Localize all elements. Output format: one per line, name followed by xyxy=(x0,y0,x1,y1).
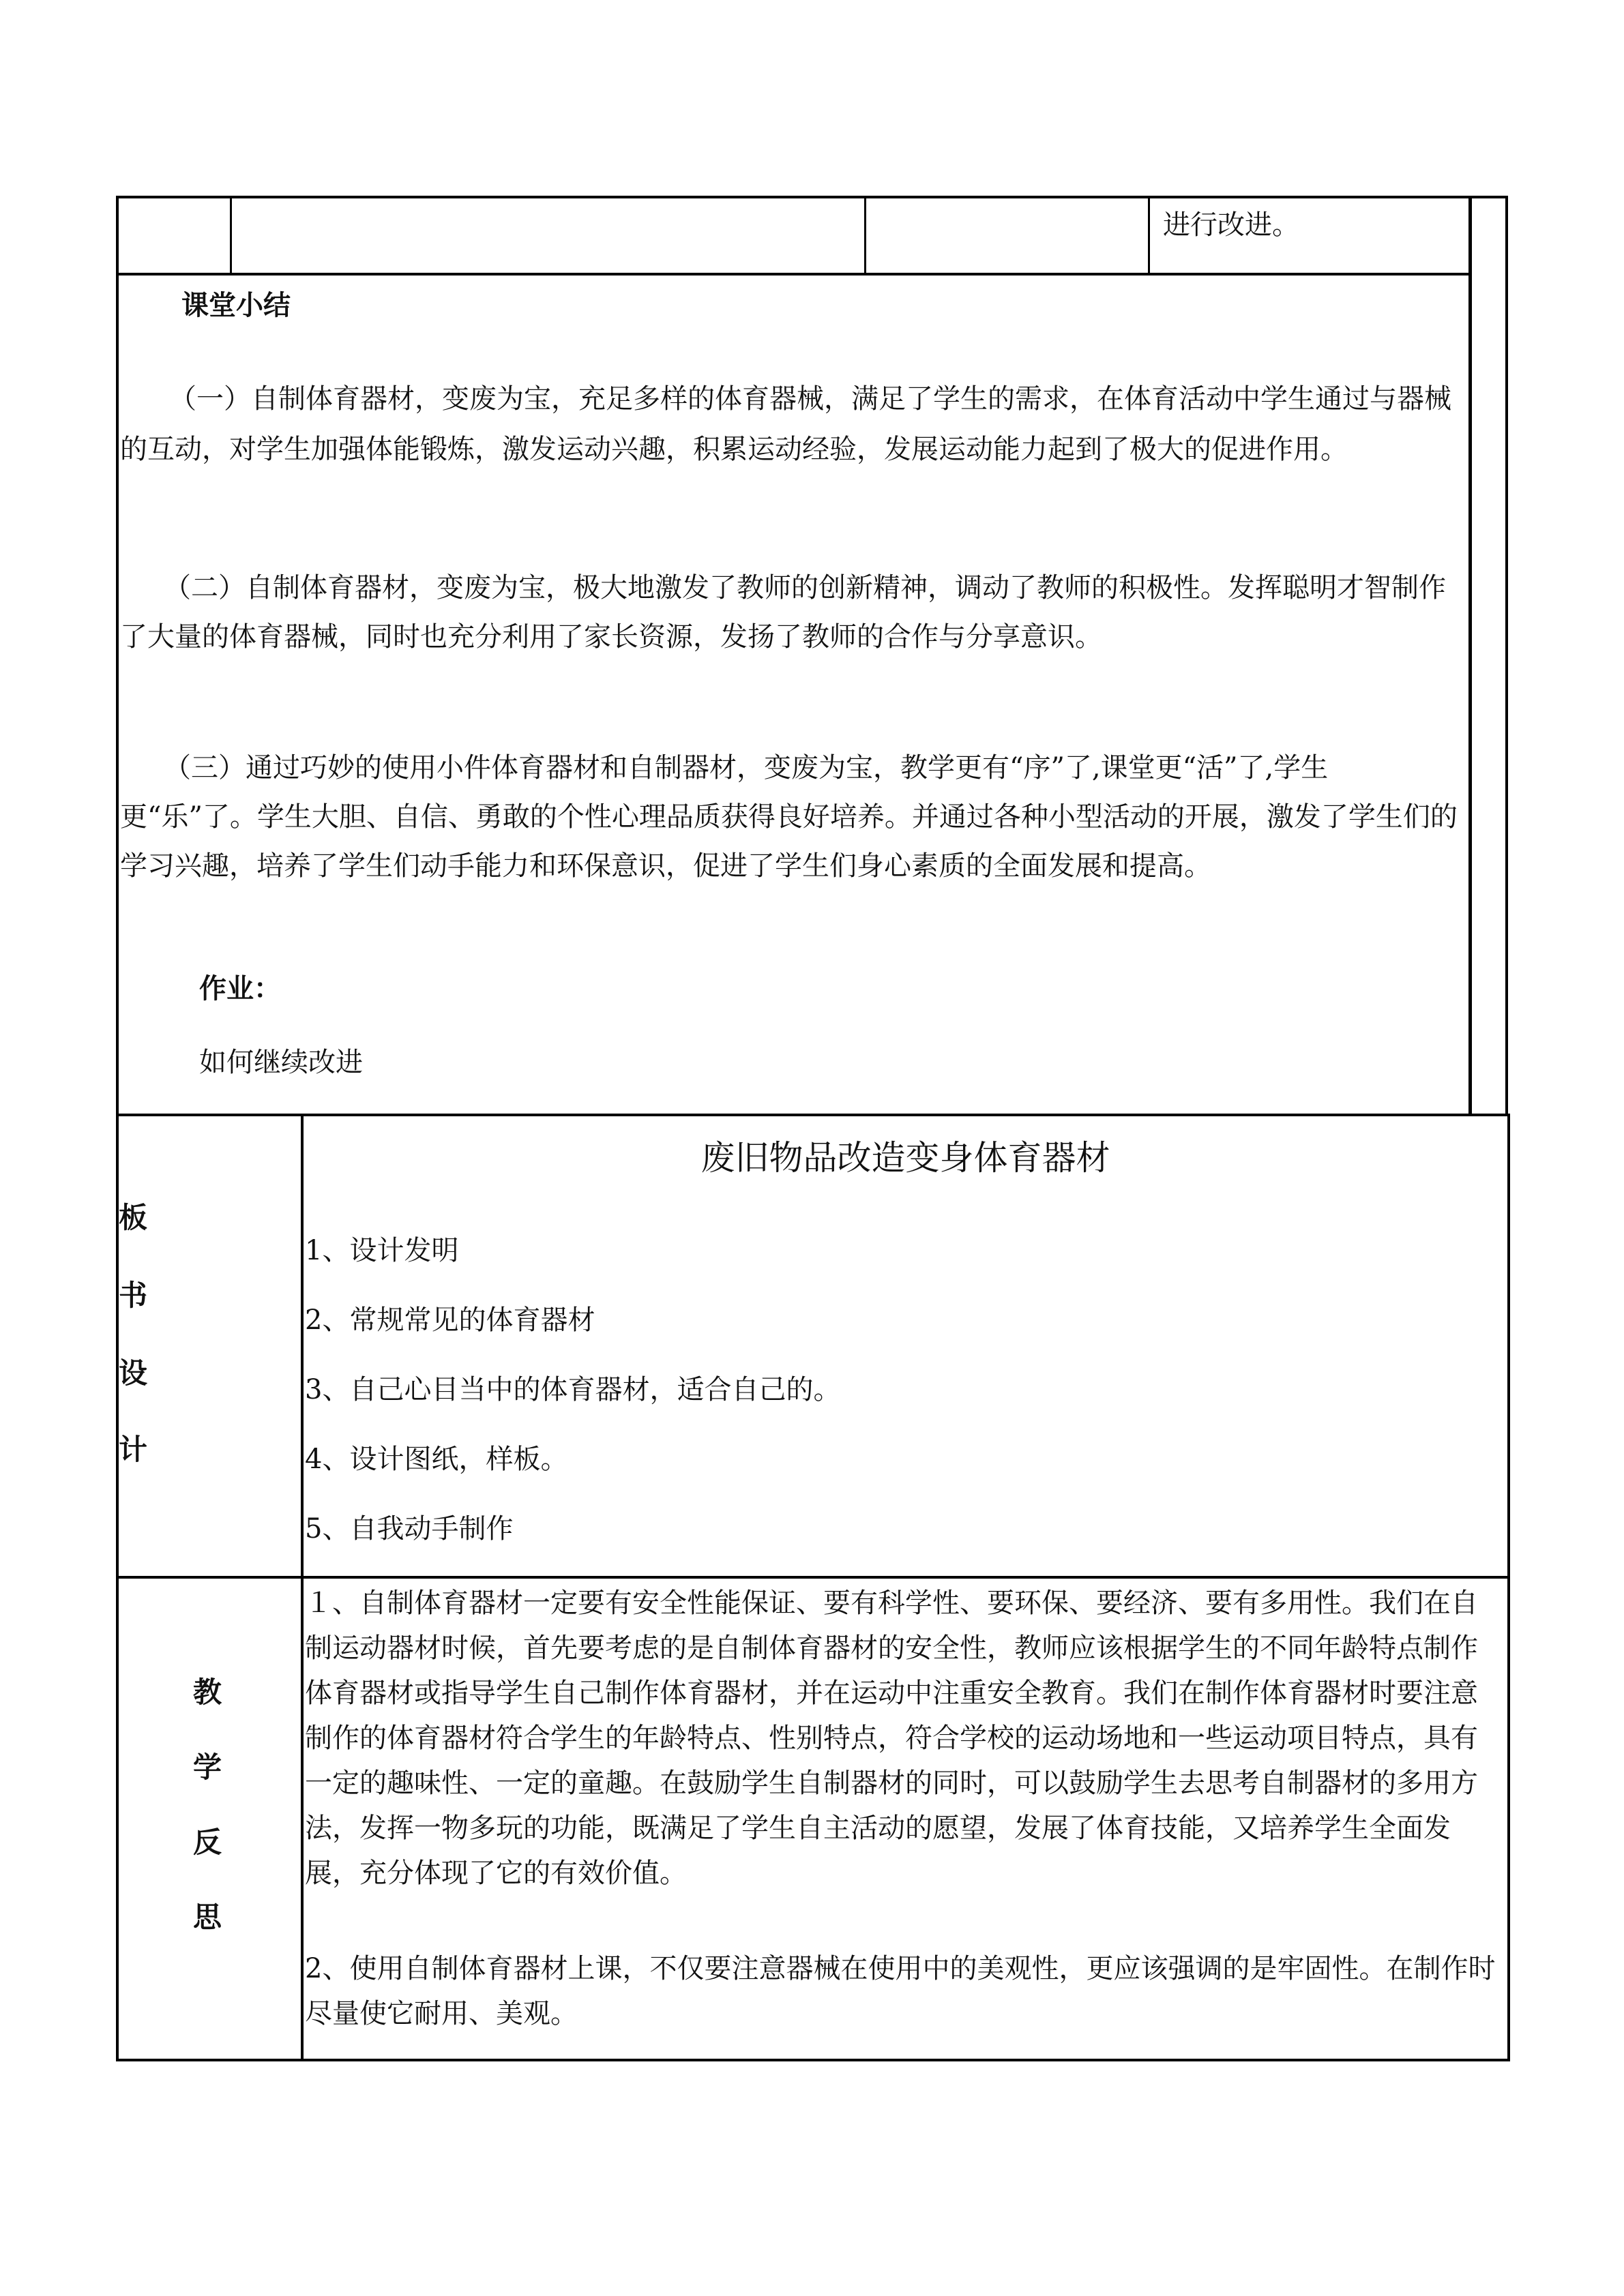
homework-text: 如何继续改进 xyxy=(199,1047,363,1078)
summary-paragraph-3: （三）通过巧妙的使用小件体育器材和自制器材，变废为宝，教学更有“序”了,课堂更“活”了,学生更“乐”了。学生大胆、自信、勇敢的个性心理品质获得良好培养。并通过各种小型活动的开展，激发了学生们的学习兴趣，培养了学生们动手能力和环保意识，促进了学生们身心素质的全面发展和提高。 xyxy=(120,752,1458,882)
reflection-paragraph-1: １、自制体育器材一定要有安全性能保证、要有科学性、要环保、要经济、要有多用性。我们在自制运动器材时候，首先要考虑的是自制体育器材的安全性，教师应该根据学生的不同年龄特点制作体育器材或指导学生自己制作体育器材，并在运动中注重安全教育。我们在制作体育器材时要注意制作的体育器材符合学生的年龄特点、性别特点，符合学校的运动场地和一些运动项目特点，具有一定的趣味性、一定的童趣。在鼓励学生自制器材的同时，可以鼓励学生去思考自制器材的多用方法，发挥一物多玩的功能，既满足了学生自主活动的愿望，发展了体育技能，又培养学生全面发展，充分体现了它的有效价值。 xyxy=(305,1587,1478,1889)
top-row-cell-4-text: 进行改进。 xyxy=(1163,209,1299,241)
reflection-label-char: 教 xyxy=(193,1675,222,1709)
reflection-label-char: 学 xyxy=(193,1750,222,1784)
reflection-label-char: 思 xyxy=(193,1900,222,1934)
board-title: 废旧物品改造变身体育器材 xyxy=(700,1138,1110,1178)
reflection-paragraph-2: 2、使用自制体育器材上课，不仅要注意器械在使用中的美观性，更应该强调的是牢固性。在制作时尽量使它耐用、美观。 xyxy=(305,1953,1496,2029)
board-label-char: 计 xyxy=(119,1433,148,1466)
board-item: 2、常规常见的体育器材 xyxy=(305,1304,595,1336)
board-label-char: 板 xyxy=(119,1201,148,1234)
summary-paragraph-1: （一）自制体育器材，变废为宝，充足多样的体育器械，满足了学生的需求，在体育活动中学生通过与器械的互动，对学生加强体能锻炼，激发运动兴趣，积累运动经验，发展运动能力起到了极大的促进作用。 xyxy=(120,383,1451,465)
board-item: 3、自己心目当中的体育器材，适合自己的。 xyxy=(305,1374,841,1405)
board-label-char: 设 xyxy=(119,1356,148,1390)
summary-heading: 课堂小结 xyxy=(181,289,291,321)
board-item: 1、设计发明 xyxy=(305,1235,459,1266)
homework-label: 作业： xyxy=(199,972,281,1004)
board-label-char: 书 xyxy=(119,1279,148,1312)
summary-paragraph-2: （二）自制体育器材，变废为宝，极大地激发了教师的创新精神，调动了教师的积极性。发挥聪明才智制作了大量的体育器械，同时也充分利用了家长资源，发扬了教师的合作与分享意识。 xyxy=(120,572,1446,653)
board-item: 4、设计图纸，样板。 xyxy=(305,1444,568,1475)
board-item: 5、自我动手制作 xyxy=(305,1513,514,1545)
reflection-label-char: 反 xyxy=(193,1825,222,1859)
